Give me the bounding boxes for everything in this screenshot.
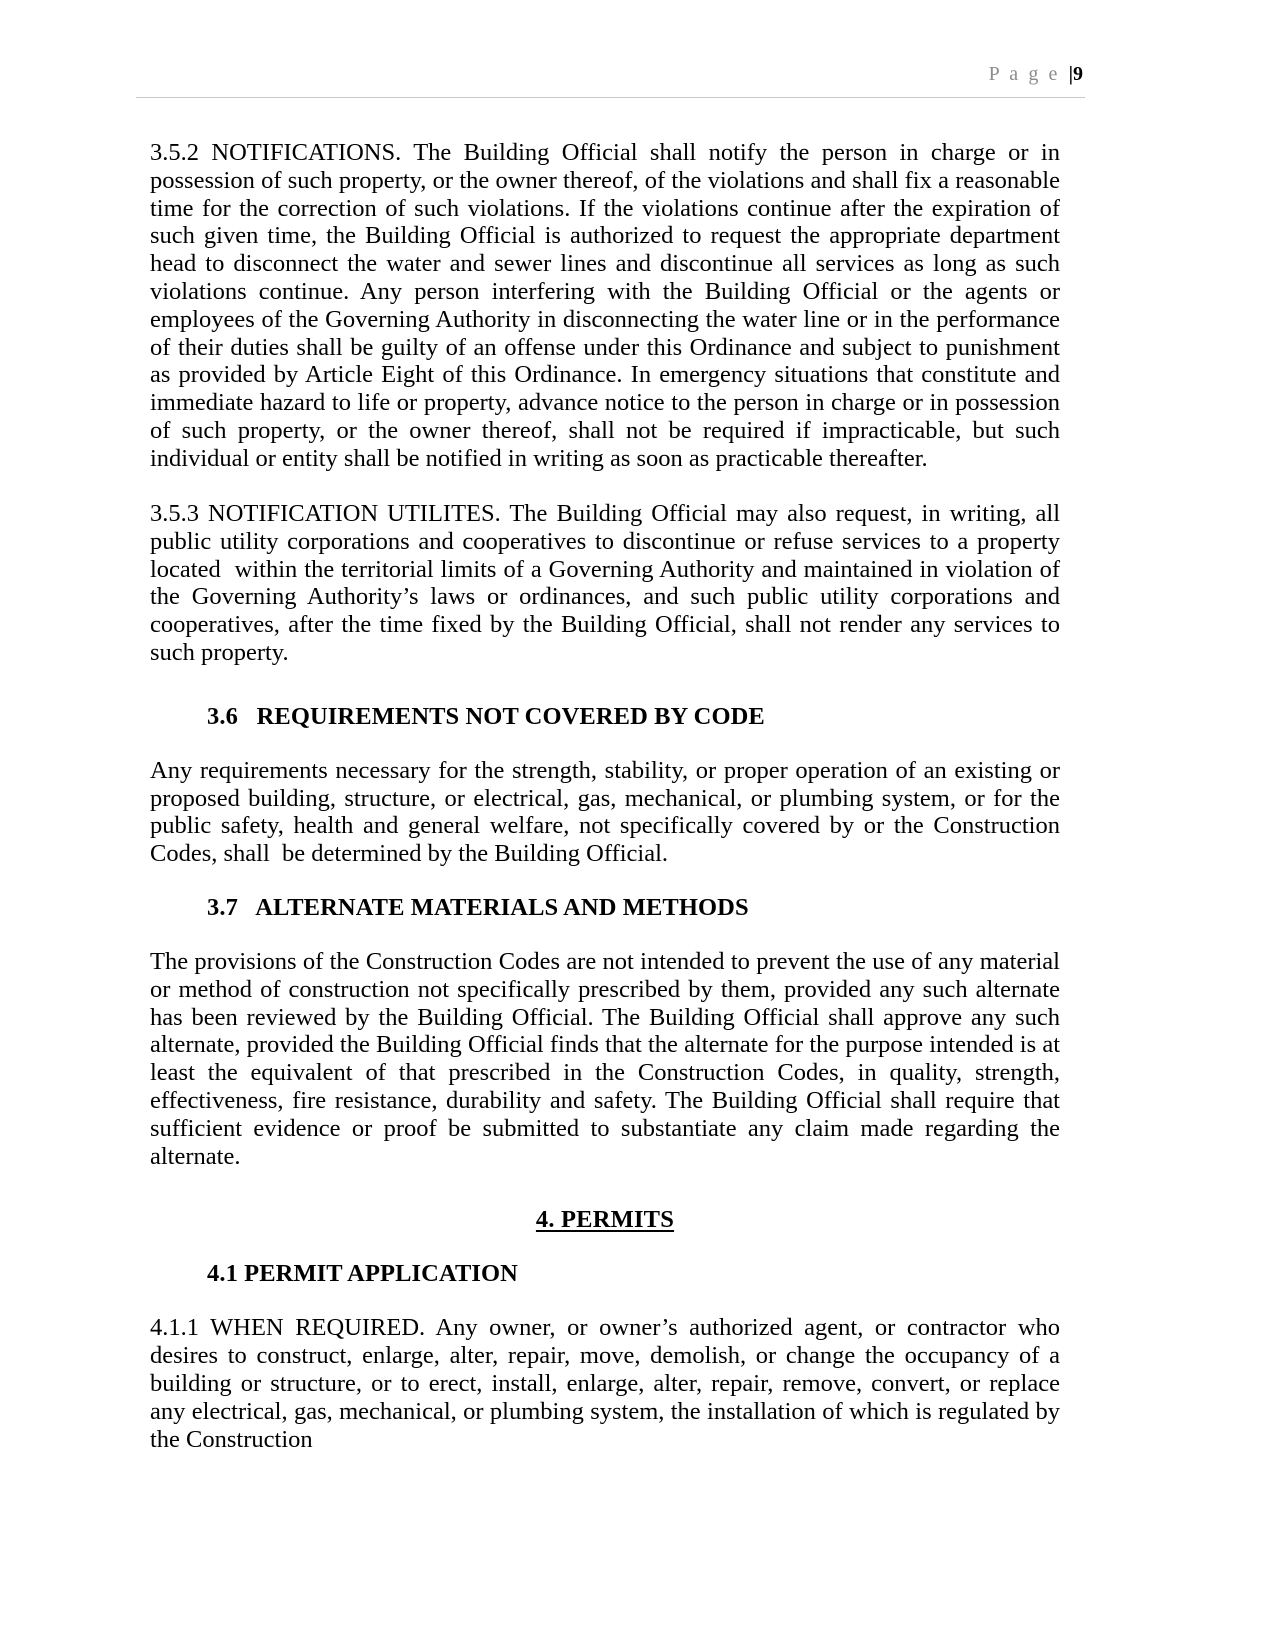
spacer — [150, 922, 1060, 948]
spacer — [150, 1288, 1060, 1314]
page-header-word: P a g e — [988, 63, 1068, 85]
heading-4-1: 4.1 PERMIT APPLICATION — [207, 1260, 518, 1288]
page-header-number: 9 — [1073, 63, 1083, 85]
paragraph-3-7-body: The provisions of the Construction Codes are not intended to prevent the use of any material or method of construction not specifically prescribed by them, provided any such alternate has been reviewed by the Building Official. The Building Official shall approve any such alternate, provided the Building Official finds that the alternate for the purpose intended is at least the equivalent of that prescribed in the Construction Codes, in quality, strength, effectiveness, fire resistance, durability and safety. The Building Official shall require that sufficient evidence or proof be submitted to substantiate any claim made regarding the alternate. — [150, 948, 1067, 1170]
page-header — [136, 62, 1085, 98]
spacer — [150, 1234, 1060, 1260]
page-number-label — [136, 62, 1085, 86]
spacer — [150, 1170, 1060, 1206]
page-header-separator: | — [1068, 63, 1073, 85]
paragraph-3-5-3: 3.5.3 NOTIFICATION UTILITES. The Building Official may also request, in writing, all public utility corporations and cooperatives to discontinue or refuse services to a property located within the territorial limits of a Governing Authority and maintained in violation of the Governing Authority’s laws or ordinances, and such public utility corporations and cooperatives, after the time fixed by the Building Official, shall not render any services to such property. — [150, 500, 1067, 667]
spacer — [150, 667, 1060, 703]
paragraph-3-6-body: Any requirements necessary for the strength, stability, or proper operation of an existing or proposed building, structure, or electrical, gas, mechanical, or plumbing system, or for the public safety, health and general welfare, not specifically covered by or the Construction Codes, shall be determined by the Building Official. — [150, 756, 1067, 868]
spacer — [150, 473, 1060, 501]
heading-3-6: 3.6 REQUIREMENTS NOT COVERED BY CODE — [207, 702, 765, 730]
heading-part-4 — [150, 1206, 1060, 1234]
paragraph-3-5-2: 3.5.2 NOTIFICATIONS. The Building Official shall notify the person in charge or in possession of such property, or the owner thereof, of the violations and shall fix a reasonable time for the correction of such violations. If the violations continue after the expiration of such given time, the Building Official is authorized to request the appropriate department head to disconnect the water and sewer lines and discontinue all services as long as such violations continue. Any person interfering with the Building Official or the agents or employees of the Governing Authority in disconnecting the water line or in the performance of their duties shall be guilty of an offense under this Ordinance and subject to punishment as provided by Article Eight of this Ordinance. In emergency situations that constitute and immediate hazard to life or property, advance notice to the person in charge or in possession of such property, or the owner thereof, shall not be required if impracticable, but such individual or entity shall be notified in writing as soon as practicable thereafter. — [150, 139, 1067, 472]
header-divider-rule — [136, 97, 1085, 98]
document-body — [150, 139, 1067, 1453]
paragraph-4-1-1: 4.1.1 WHEN REQUIRED. Any owner, or owner’s authorized agent, or contractor who desires to construct, enlarge, alter, repair, move, demolish, or change the occupancy of a building or structure, or to erect, install, enlarge, alter, repair, remove, convert, or replace any electrical, gas, mechanical, or plumbing system, the installation of which is regulated by the Construction — [150, 1314, 1067, 1453]
spacer — [150, 731, 1060, 757]
heading-part-4-text: 4. PERMITS — [535, 1206, 675, 1234]
heading-3-7: 3.7 ALTERNATE MATERIALS AND METHODS — [207, 894, 749, 922]
spacer — [150, 868, 1060, 894]
